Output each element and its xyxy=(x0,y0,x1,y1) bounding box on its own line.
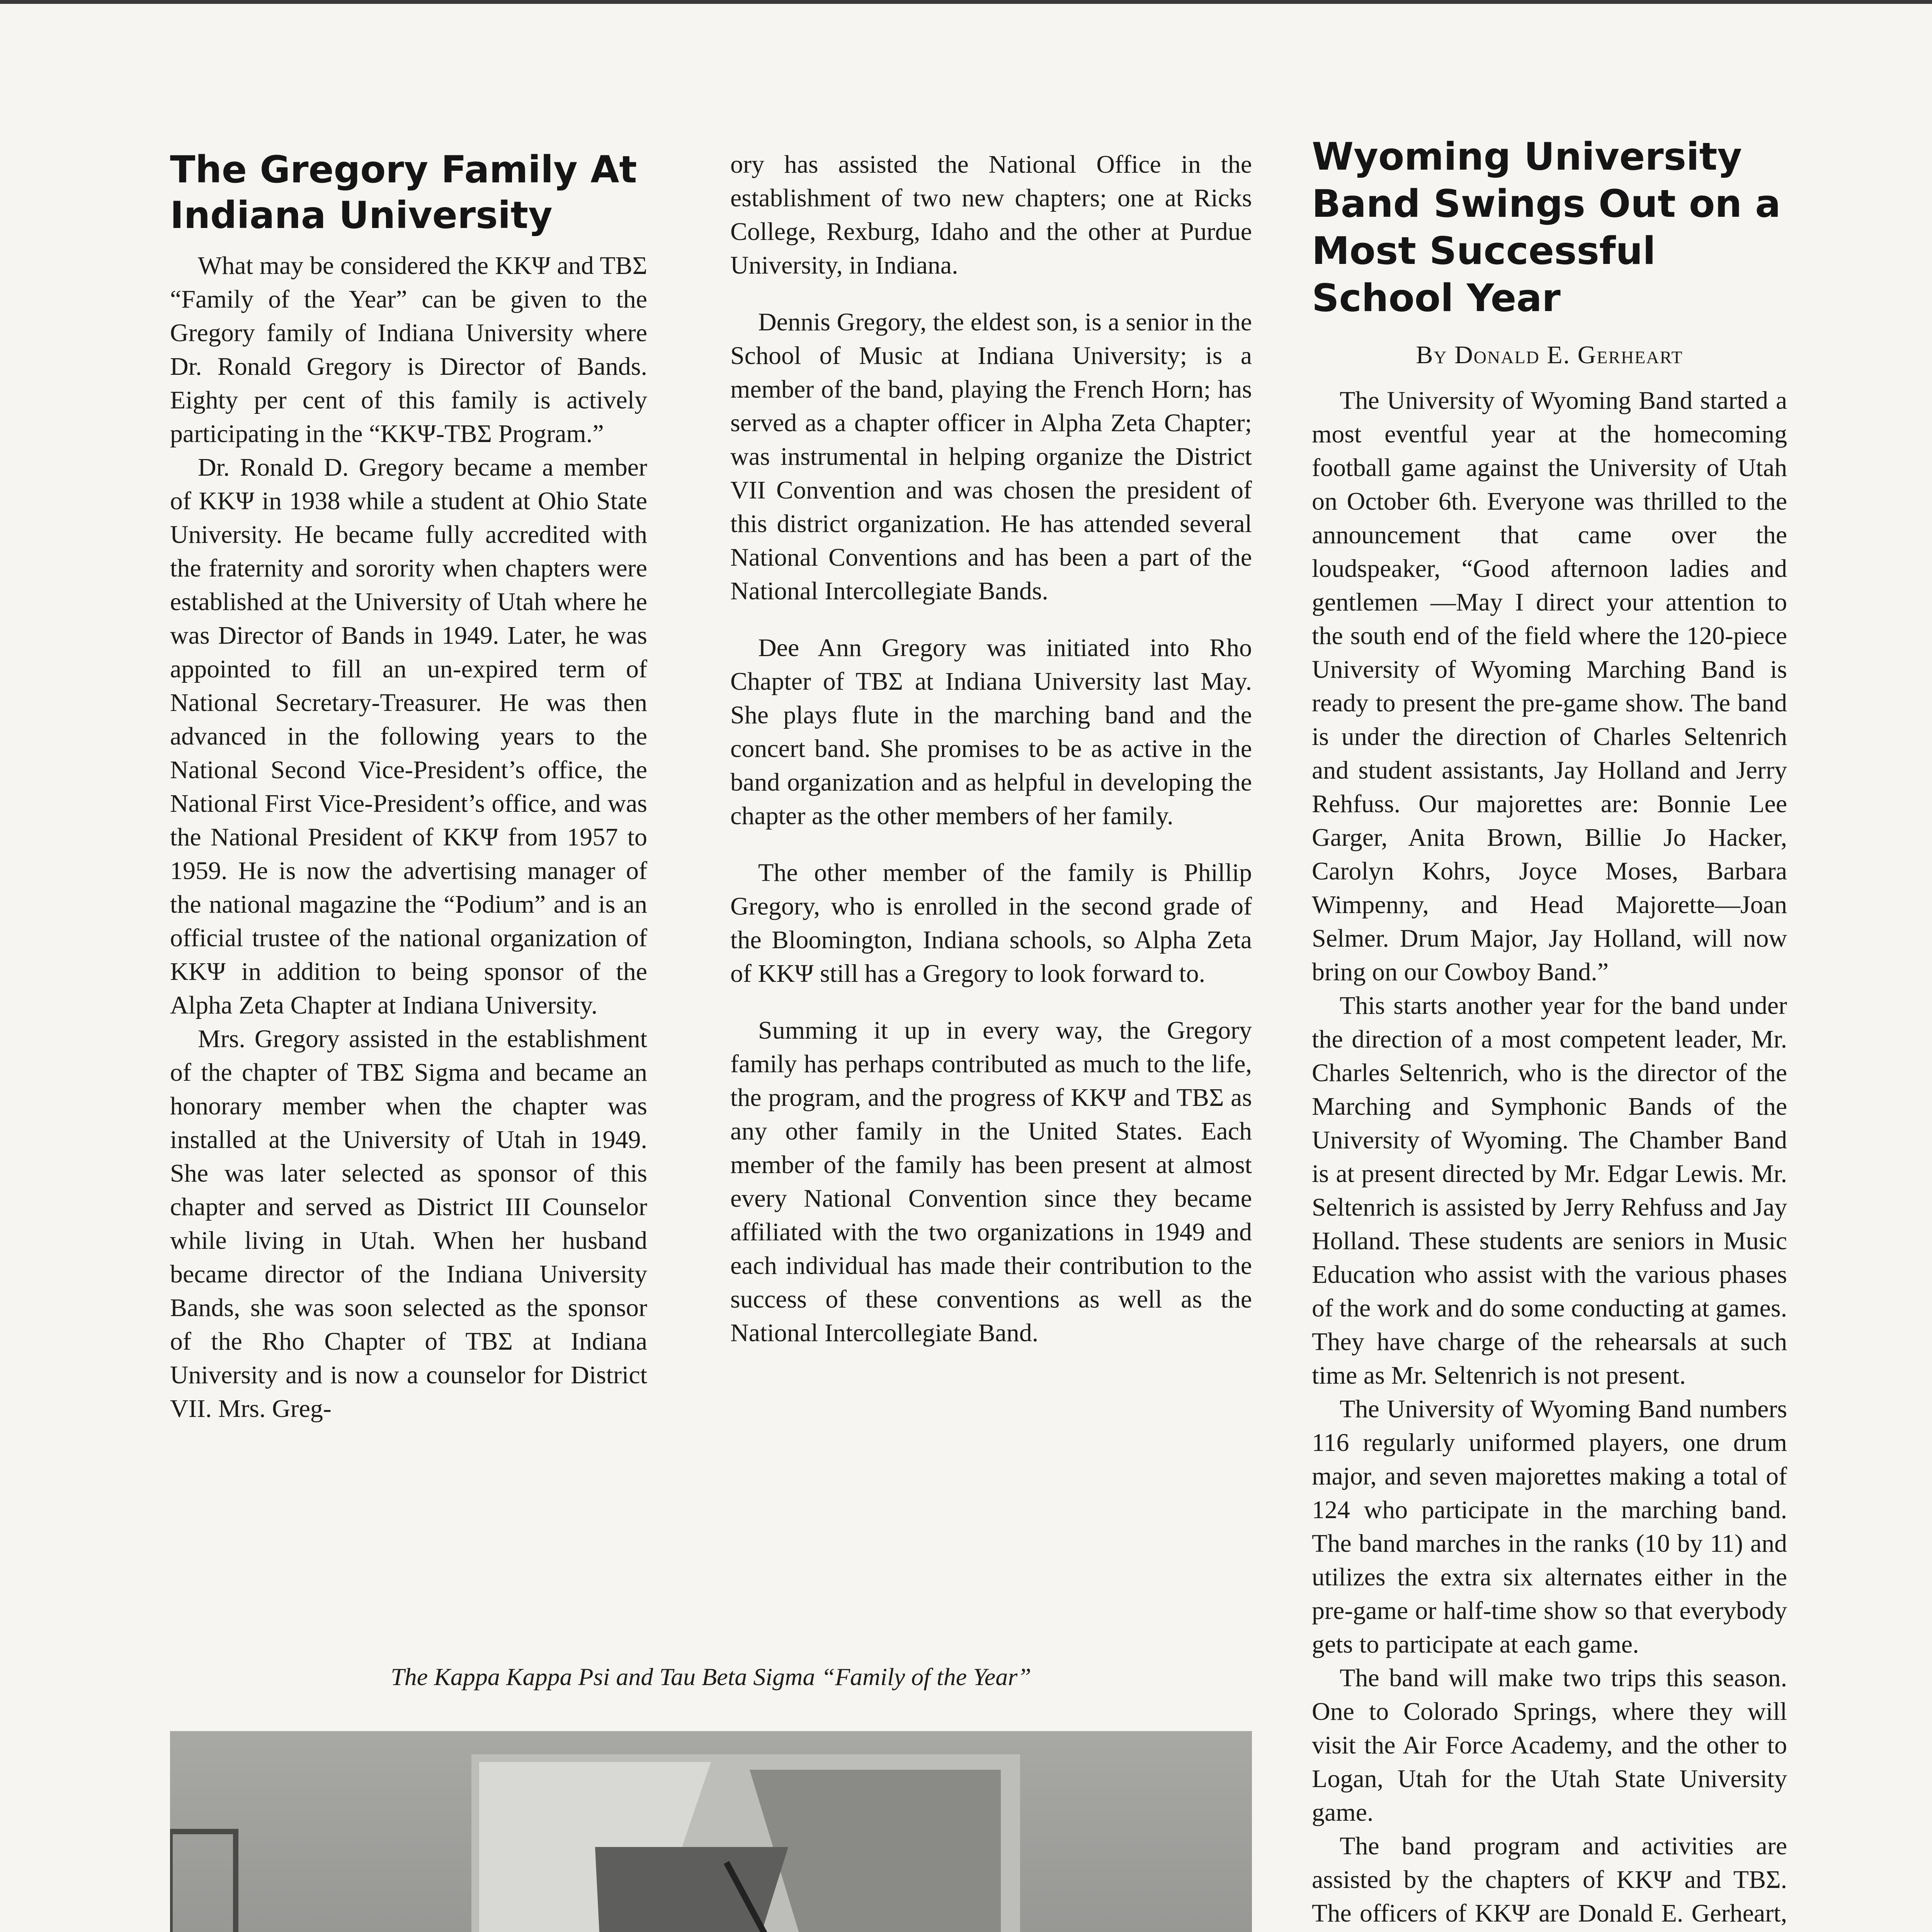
right-article-byline: By Donald E. Gerheart xyxy=(1416,341,1683,369)
left-article-paragraph: What may be considered the KKΨ and TBΣ “Family of the Year” can be given to the Gregory family of Indiana University where Dr. Ronald Gregory is Director of Bands. Eighty per cent of this family is actively participating in the “KKΨ-TBΣ Program.” xyxy=(170,252,647,448)
family-photo-illustration xyxy=(170,1731,1252,1932)
right-article-paragraph: The band will make two trips this season. One to Colorado Springs, where they will visit the Air Force Academy, and the other to Logan, Utah for the Utah State University game. xyxy=(1312,1664,1787,1827)
photo-title: The Kappa Kappa Psi and Tau Beta Sigma “Family of the Year” xyxy=(391,1663,1031,1690)
left-article-title: The Gregory Family At Indiana University xyxy=(170,148,637,237)
family-photo xyxy=(170,1731,1252,1932)
left-article-paragraph: Dr. Ronald D. Gregory became a member of KKΨ in 1938 while a student at Ohio State University. He became fully accredited with the fraternity and sorority when chapters were established at the University of Utah where he was Director of Bands in 1949. Later, he was appointed to fill an un-expired term of National Secretary-Treasurer. He was then advanced in the following years to the National Second Vice-President’s office, the National First Vice-President’s office, and was the National President of KKΨ from 1957 to 1959. He is now the advertising manager of the national magazine the “Podium” and is an official trustee of the national organization of KKΨ in addition to being sponsor of the Alpha Zeta Chapter at Indiana University. xyxy=(170,453,647,1019)
top-rule xyxy=(0,0,1932,4)
left-article-column-1 xyxy=(170,147,647,1425)
left-article-paragraph: Mrs. Gregory assisted in the establishment of the chapter of TBΣ Sigma and became an honorary member when the chapter was installed at the University of Utah in 1949. She was later selected as sponsor of this chapter and served as District III Counselor while living in Utah. When her husband became director of the Indiana University Bands, she was soon selected as the sponsor of the Rho Chapter of TBΣ at Indiana University and is now a counselor for District VII. Mrs. Greg- xyxy=(170,1025,647,1423)
left-article-paragraph: Dennis Gregory, the eldest son, is a senior in the School of Music at Indiana University; is a member of the band, playing the French Horn; has served as a chapter officer in Alpha Zeta Chapter; was instrumental in helping organize the District VII Convention and was chosen the president of this district organization. He has attended several National Conventions and has been a part of the National Intercollegiate Bands. xyxy=(730,308,1252,605)
right-article-title: Wyoming University Band Swings Out on a Most Successful School Year xyxy=(1312,135,1781,320)
left-article-paragraph: Dee Ann Gregory was initiated into Rho Chapter of TBΣ at Indiana University last May. She plays flute in the marching band and the concert band. She promises to be as active in the band organization and as helpful in developing the chapter as the other members of her family. xyxy=(730,634,1252,830)
left-article-paragraph: The other member of the family is Phillip Gregory, who is enrolled in the second grade of the Bloomington, Indiana schools, so Alpha Zeta of KKΨ still has a Gregory to look forward to. xyxy=(730,859,1252,988)
right-article-paragraph: The band program and activities are assisted by the chapters of KKΨ and TBΣ. The officers of KKΨ are Donald E. Gerheart, xyxy=(1312,1832,1787,1927)
right-article-paragraph: This starts another year for the band under the direction of a most competent leader, Mr. Charles Seltenrich, who is the director of the Marching and Symphonic Bands of the University of Wyoming. The Chamber Band is at present directed by Mr. Edgar Lewis. Mr. Seltenrich is assisted by Jerry Rehfuss and Jay Holland. These students are seniors in Music Education who assist with the various phases of the work and do some conducting at games. They have charge of the rehearsals at such time as Mr. Seltenrich is not present. xyxy=(1312,992,1787,1389)
right-article-paragraph: The University of Wyoming Band started a most eventful year at the homecoming football game against the University of Utah on October 6th. Everyone was thrilled to the announcement that came over the loudspeaker, “Good afternoon ladies and gentlemen —May I direct your attention to the south end of the field where the 120-piece University of Wyoming Marching Band is ready to present the pre-game show. The band is under the direction of Charles Seltenrich and student assistants, Jay Holland and Jerry Rehfuss. Our majorettes are: Bonnie Lee Garger, Anita Brown, Billie Jo Hacker, Carolyn Kohrs, Joyce Moses, Barbara Wimpenny, and Head Majorette—Joan Selmer. Drum Major, Jay Holland, will now bring on our Cowboy Band.” xyxy=(1312,386,1787,986)
left-article-paragraph: Summing it up in every way, the Gregory family has perhaps contributed as much to the life, the program, and the progress of KKΨ and TBΣ as any other family in the United States. Each member of the family has been present at almost every National Convention since they became affiliated with the two organizations in 1949 and each individual has made their contribution to the success of these conventions as well as the National Intercollegiate Band. xyxy=(730,1016,1252,1347)
left-article-continuation: ory has assisted the National Office in the establishment of two new chapters; one at Ricks College, Rexburg, Idaho and the other at Purdue University, in Indiana. xyxy=(730,150,1252,279)
right-article-column xyxy=(1312,133,1787,1932)
left-article-column-2 xyxy=(730,148,1252,1350)
right-article-paragraph: The University of Wyoming Band numbers 116 regularly uniformed players, one drum major, and seven majorettes making a total of 124 who participate in the marching band. The band marches in the ranks (10 by 11) and utilizes the extra six alternates either in the pre-game or half-time show so that everybody gets to participate at each game. xyxy=(1312,1395,1787,1658)
